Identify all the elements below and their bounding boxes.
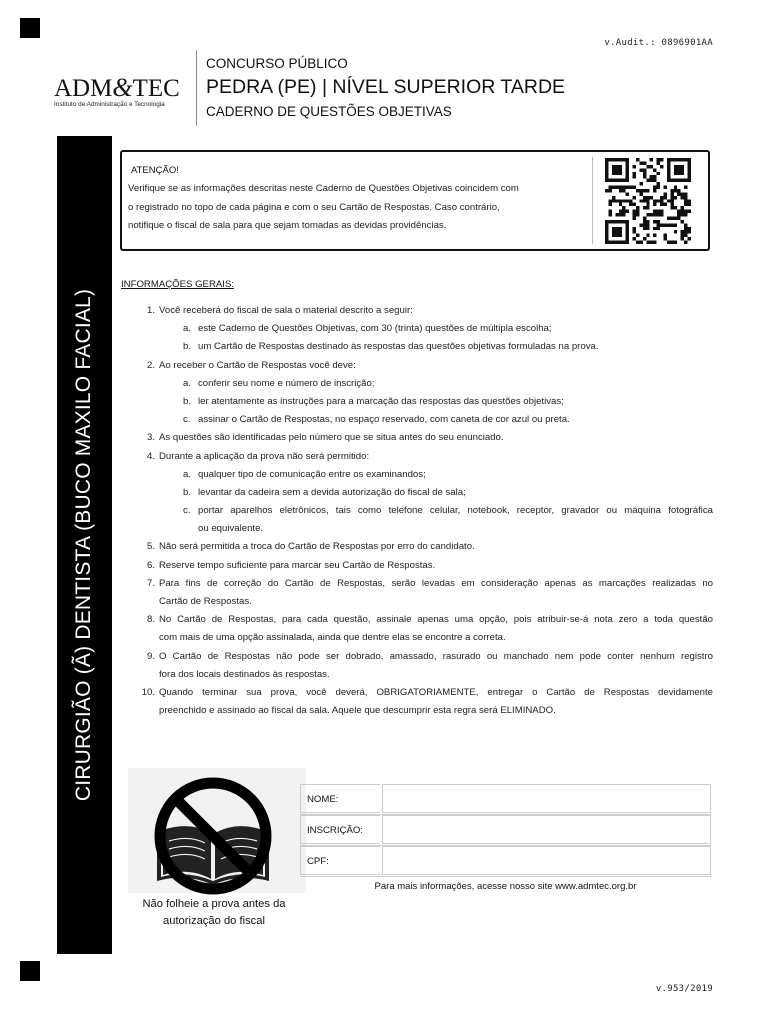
qr-module [646, 213, 649, 216]
item-number: 10. [141, 686, 155, 698]
name-row [300, 784, 711, 815]
qr-module [626, 186, 629, 189]
qr-module [622, 186, 625, 189]
qr-module [650, 213, 653, 216]
qr-module [670, 196, 673, 199]
qr-module [657, 158, 660, 161]
no-browse-warning [128, 896, 300, 929]
attention-line: Verifique se as informações descritas neste Caderno de Questões Objetivas coincidem com [128, 183, 519, 194]
qr-module [663, 234, 666, 237]
qr-module [681, 206, 684, 209]
info-line [121, 684, 715, 702]
qr-module [639, 241, 642, 244]
registration-row [300, 815, 711, 846]
qr-module [622, 213, 625, 216]
info-line [121, 302, 715, 320]
qr-module [636, 206, 639, 209]
qr-module [639, 161, 642, 164]
attention-text [128, 180, 568, 236]
qr-module [667, 199, 670, 202]
qr-module [633, 186, 636, 189]
qr-module [681, 196, 684, 199]
item-text: com mais de uma opção assinalada, ainda que dentre elas se encontre a correta. [159, 632, 506, 644]
qr-module [650, 158, 653, 161]
sub-item-letter: b. [183, 341, 192, 353]
info-line [121, 575, 715, 593]
info-line [121, 466, 715, 484]
qr-module [643, 175, 646, 178]
qr-module [684, 196, 687, 199]
qr-module [674, 223, 677, 226]
item-number: 4. [146, 450, 155, 462]
qr-module [660, 203, 663, 206]
info-line [121, 648, 715, 666]
sub-item-letter: c. [183, 414, 191, 426]
item-text: Cartão de Respostas. [159, 596, 252, 607]
sub-item-letter: c. [183, 505, 191, 517]
qr-module [643, 237, 646, 240]
qr-module [639, 199, 642, 202]
qr-module [660, 158, 663, 161]
qr-module [684, 241, 687, 244]
qr-module [633, 203, 636, 206]
qr-module [615, 186, 618, 189]
qr-module [653, 189, 656, 192]
header-divider [196, 50, 197, 126]
qr-module [667, 241, 670, 244]
qr-module [681, 220, 684, 223]
qr-module [612, 199, 615, 202]
header-line-3: CADERNO DE QUESTÕES OBJETIVAS [206, 104, 452, 119]
qr-module [643, 220, 646, 223]
qr-module [629, 203, 632, 206]
qr-module [619, 213, 622, 216]
qr-module [653, 241, 656, 244]
qr-module [622, 210, 625, 213]
qr-module [643, 161, 646, 164]
qr-module [681, 234, 684, 237]
attention-box [120, 150, 710, 251]
qr-module [633, 165, 636, 168]
qr-module [608, 199, 611, 202]
name-field[interactable] [382, 784, 711, 813]
qr-module [626, 210, 629, 213]
qr-module [643, 206, 646, 209]
qr-module [643, 223, 646, 226]
qr-module [663, 237, 666, 240]
qr-module [646, 189, 649, 192]
qr-module [636, 234, 639, 237]
qr-module [633, 216, 636, 219]
qr-module [653, 168, 656, 171]
item-text: No Cartão de Respostas, para cada questão, assinale apenas uma opção, pois atribuir-se-á nota zero a toda questão [159, 614, 713, 626]
qr-module [619, 210, 622, 213]
attention-separator [592, 157, 593, 244]
qr-module [646, 199, 649, 202]
qr-module [657, 161, 660, 164]
qr-module [657, 213, 660, 216]
info-line [121, 375, 715, 393]
qr-module [667, 216, 670, 219]
qr-module [629, 199, 632, 202]
qr-module [684, 213, 687, 216]
qr-module [674, 216, 677, 219]
item-text: O Cartão de Respostas não pode ser dobrado, amassado, rasurado ou manchado nem pode conter nenhum registro [159, 650, 713, 662]
sub-item-letter: b. [183, 486, 192, 498]
logo-ampersand: & [112, 73, 133, 102]
qr-module [629, 186, 632, 189]
qr-module [670, 241, 673, 244]
qr-module [643, 168, 646, 171]
no-browse-warning-line-1: Não folheie a prova antes da [142, 898, 286, 910]
qr-module [636, 158, 639, 161]
qr-module [681, 237, 684, 240]
qr-module [608, 189, 611, 192]
qr-module [608, 210, 611, 213]
qr-module [653, 220, 656, 223]
qr-module [633, 175, 636, 178]
qr-module [646, 241, 649, 244]
registration-label: INSCRIÇÃO: [300, 815, 380, 844]
qr-module [674, 196, 677, 199]
name-label: NOME: [300, 784, 380, 813]
qr-module [643, 196, 646, 199]
qr-module [653, 213, 656, 216]
qr-module [688, 210, 691, 213]
info-line [121, 357, 715, 375]
registration-mark-top [20, 18, 40, 38]
qr-module [636, 241, 639, 244]
qr-module [626, 192, 629, 195]
info-line [121, 538, 715, 556]
qr-module [633, 237, 636, 240]
qr-module [639, 182, 642, 185]
exam-role-title: CIRURGIÃO (Ã) DENTISTA (BUCO MAXILO FACIAL) [72, 288, 95, 802]
attention-line: notifique o fiscal de sala para que sejam tomadas as devidas providências. [128, 220, 447, 231]
qr-module [684, 210, 687, 213]
qr-module [674, 206, 677, 209]
qr-module [670, 206, 673, 209]
qr-module [688, 227, 691, 230]
qr-module [663, 203, 666, 206]
qr-module [633, 230, 636, 233]
item-number: 3. [146, 432, 155, 444]
qr-module [626, 199, 629, 202]
qr-module [684, 192, 687, 195]
item-text: Para fins de correção do Cartão de Respostas, serão levadas em consideração apenas as marcações realizadas no [159, 577, 713, 589]
qr-module [646, 165, 649, 168]
sub-item-text: levantar da cadeira sem a devida autorização do fiscal de sala; [198, 486, 466, 498]
sub-item-text: ler atentamente as instruções para a marcação das respostas das questões objetivas; [198, 395, 564, 407]
qr-module [653, 227, 656, 230]
qr-module [643, 189, 646, 192]
qr-module [688, 199, 691, 202]
qr-module [657, 199, 660, 202]
sub-item-text: conferir seu nome e número de inscrição; [198, 377, 375, 389]
qr-module [650, 175, 653, 178]
qr-module [670, 223, 673, 226]
qr-module [681, 230, 684, 233]
item-number: 6. [146, 559, 155, 571]
qr-module [660, 210, 663, 213]
item-text: Durante a aplicação da prova não será permitido: [159, 450, 370, 462]
info-line [121, 411, 715, 429]
qr-module [663, 196, 666, 199]
qr-module [653, 179, 656, 182]
qr-module [657, 172, 660, 175]
qr-module [643, 216, 646, 219]
general-info-title: INFORMAÇÕES GERAIS: [121, 279, 235, 290]
qr-module [657, 186, 660, 189]
qr-module [650, 179, 653, 182]
qr-module [670, 203, 673, 206]
info-line [121, 520, 715, 538]
qr-module [608, 186, 611, 189]
item-text: Ao receber o Cartão de Respostas você deve: [159, 359, 356, 371]
logo-brand-left: ADM [54, 75, 113, 102]
qr-module [660, 213, 663, 216]
cpf-label: CPF: [300, 846, 380, 875]
info-line [121, 502, 715, 520]
item-text: Não será permitida a troca do Cartão de Respostas por erro do candidato. [159, 541, 475, 553]
qr-module [633, 172, 636, 175]
qr-module [677, 189, 680, 192]
qr-module [688, 203, 691, 206]
sub-item-text: este Caderno de Questões Objetivas, com 30 (trinta) questões de múltipla escolha; [198, 323, 552, 335]
qr-module [660, 223, 663, 226]
qr-module [660, 199, 663, 202]
sub-item-text: portar aparelhos eletrônicos, tais como telefone celular, notebook, receptor, gravador ou máquina fotográfica [198, 505, 713, 517]
qr-module [639, 189, 642, 192]
header-line-2: PEDRA (PE) | NÍVEL SUPERIOR TARDE [206, 76, 566, 98]
header-line-1: CONCURSO PÚBLICO [206, 56, 348, 71]
qr-module [639, 223, 642, 226]
item-number: 5. [146, 541, 155, 553]
qr-module [650, 165, 653, 168]
registration-field[interactable] [382, 815, 711, 844]
info-line [121, 611, 715, 629]
qr-module [688, 237, 691, 240]
item-text: preenchido e assinado ao fiscal da sala. Aquele que descumprir esta regra será ELIMINADO. [159, 705, 556, 717]
qr-module [660, 165, 663, 168]
item-text: Quando terminar sua prova, você deverá, OBRIGATORIAMENTE, entregar o Cartão de Respostas devidamente [159, 686, 713, 698]
qr-module [646, 220, 649, 223]
qr-module [612, 196, 615, 199]
exam-role-sidebar [57, 136, 112, 954]
qr-module [657, 223, 660, 226]
qr-module [608, 203, 611, 206]
qr-module [660, 196, 663, 199]
qr-module [670, 189, 673, 192]
qr-module [633, 213, 636, 216]
item-text: fora dos locais destinados às respostas. [159, 668, 330, 680]
qr-module [677, 213, 680, 216]
sub-item-text: qualquer tipo de comunicação entre os examinandos; [198, 468, 426, 480]
qr-module [643, 227, 646, 230]
qr-module [636, 189, 639, 192]
qr-module [636, 210, 639, 213]
qr-module [643, 172, 646, 175]
attention-title: ATENÇÃO! [131, 165, 179, 176]
qr-module [615, 213, 618, 216]
sub-item-text: assinar o Cartão de Respostas, no espaço reservado, com caneta de cor azul ou preta. [198, 414, 570, 426]
qr-module [646, 223, 649, 226]
qr-module [674, 165, 684, 175]
qr-module [674, 230, 677, 233]
qr-module [663, 186, 666, 189]
qr-module [681, 192, 684, 195]
info-line [121, 429, 715, 447]
qr-module [677, 216, 680, 219]
qr-module [677, 192, 680, 195]
qr-module [670, 199, 673, 202]
qr-module [605, 189, 608, 192]
qr-module [670, 216, 673, 219]
qr-module [674, 189, 677, 192]
item-number: 8. [146, 614, 155, 626]
info-line [121, 666, 715, 684]
audit-code: v.Audit.: 0896901AA [604, 38, 713, 48]
sub-item-letter: b. [183, 395, 192, 407]
cpf-row [300, 846, 711, 877]
qr-module [653, 199, 656, 202]
qr-module [657, 182, 660, 185]
qr-module [633, 210, 636, 213]
info-line [121, 448, 715, 466]
no-browse-warning-line-2: autorização do fiscal [163, 914, 265, 927]
qr-module [646, 227, 649, 230]
item-number: 2. [146, 359, 155, 371]
qr-module [667, 223, 670, 226]
qr-module [636, 213, 639, 216]
qr-module [619, 189, 622, 192]
version-code: v.953/2019 [655, 984, 713, 994]
qr-module [615, 199, 618, 202]
qr-module [619, 199, 622, 202]
qr-module [653, 234, 656, 237]
item-text: Você receberá do fiscal de sala o material descrito a seguir: [159, 305, 413, 316]
qr-code-icon [602, 158, 694, 244]
item-text: Reserve tempo suficiente para marcar seu Cartão de Respostas. [159, 559, 436, 571]
info-line [121, 593, 715, 611]
qr-module [677, 210, 680, 213]
qr-module [653, 203, 656, 206]
qr-module [633, 227, 636, 230]
qr-module [650, 241, 653, 244]
qr-module [681, 213, 684, 216]
qr-module [646, 196, 649, 199]
qr-module [608, 213, 611, 216]
qr-module [619, 203, 622, 206]
info-line [121, 338, 715, 356]
logo-brand-right: TEC [132, 75, 180, 102]
qr-module [612, 227, 622, 237]
item-text: As questões são identificadas pelo número que se situa antes do seu enunciado. [159, 432, 504, 444]
info-line [121, 702, 715, 720]
qr-module [684, 186, 687, 189]
info-line [121, 320, 715, 338]
qr-module [674, 186, 677, 189]
sub-item-letter: a. [183, 323, 192, 335]
qr-module [681, 210, 684, 213]
cpf-field[interactable] [382, 846, 711, 875]
logo-subtitle: Instituto de Administração e Tecnologia [54, 101, 165, 108]
qr-module [639, 192, 642, 195]
general-info-list [121, 302, 715, 720]
qr-module [684, 227, 687, 230]
qr-module [657, 220, 660, 223]
qr-module [643, 199, 646, 202]
info-line [121, 629, 715, 647]
qr-module [646, 234, 649, 237]
admtec-logo [54, 73, 188, 110]
info-line [121, 393, 715, 411]
item-number: 1. [146, 305, 155, 316]
qr-module [622, 199, 625, 202]
qr-module [639, 168, 642, 171]
qr-module [684, 203, 687, 206]
qr-module [646, 203, 649, 206]
info-line [121, 484, 715, 502]
registration-mark-bottom [20, 961, 40, 981]
qr-module [619, 186, 622, 189]
sub-item-letter: a. [183, 377, 192, 389]
qr-module [650, 196, 653, 199]
qr-module [663, 223, 666, 226]
qr-module [684, 230, 687, 233]
item-number: 7. [146, 577, 155, 589]
qr-module [653, 175, 656, 178]
qr-module [663, 192, 666, 195]
more-info-text: Para mais informações, acesse nosso site www.admtec.org.br [374, 881, 637, 892]
qr-module [612, 165, 622, 175]
candidate-fields [300, 784, 711, 877]
qr-module [622, 206, 625, 209]
qr-module [633, 196, 636, 199]
qr-module [646, 179, 649, 182]
qr-module [670, 192, 673, 195]
qr-module [657, 227, 660, 230]
sub-item-text: ou equivalente. [198, 523, 264, 535]
qr-module [684, 199, 687, 202]
qr-module [653, 210, 656, 213]
qr-module [684, 234, 687, 237]
qr-module [674, 241, 677, 244]
qr-module [646, 206, 649, 209]
qr-module [622, 189, 625, 192]
item-number: 9. [146, 650, 155, 662]
qr-module [688, 230, 691, 233]
qr-module [684, 223, 687, 226]
attention-line: o registrado no topo de cada página e com o seu Cartão de Respostas. Caso contrário, [128, 201, 500, 213]
sub-item-text: um Cartão de Respostas destinado às respostas das questões objetivas formuladas na prova. [198, 341, 599, 353]
qr-module [657, 210, 660, 213]
no-book-icon [143, 775, 283, 897]
sub-item-letter: a. [183, 468, 192, 480]
qr-module [653, 186, 656, 189]
qr-module [612, 186, 615, 189]
info-line [121, 557, 715, 575]
